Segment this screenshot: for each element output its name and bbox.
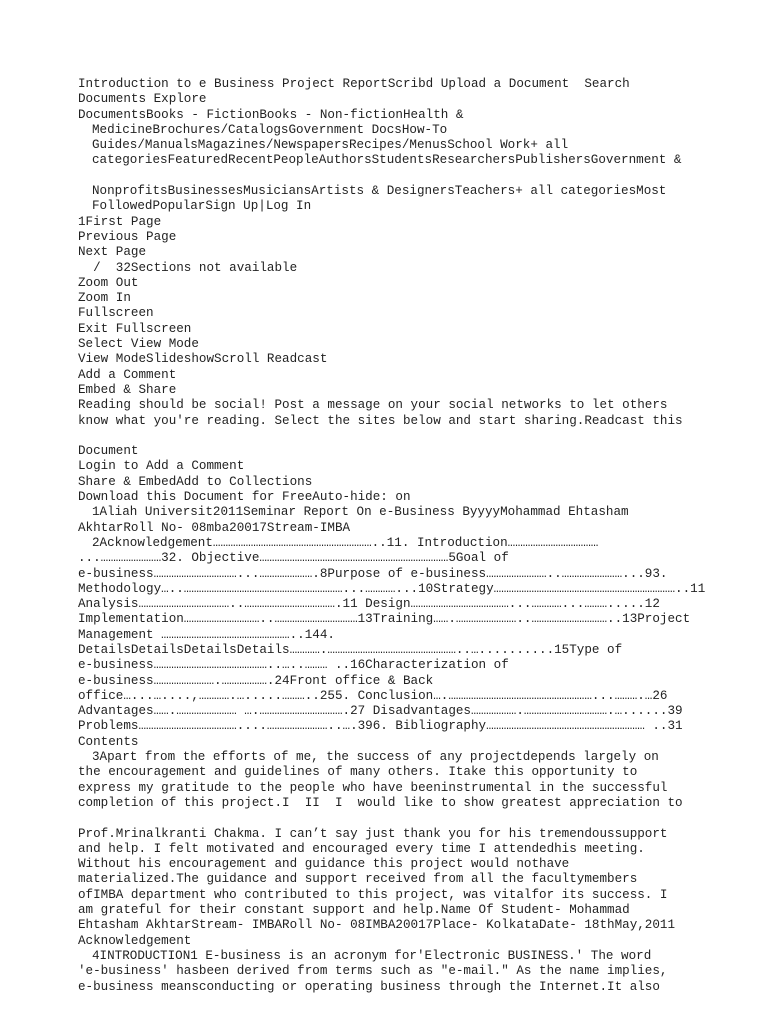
text-line: Advantages…….…………………… ….…………………………….27 Disadvantages……………….…………………………….…......39 [78,704,683,719]
text-line: Login to Add a Comment [78,459,245,474]
text-line: know what you're reading. Select the sites below and start sharing.Readcast this [78,413,683,428]
text-line: Embed & Share [78,382,177,397]
text-line: Next Page [78,245,147,260]
text-line: 2Acknowledgement………………………………………………………..11. Introduction……………………………… [92,535,599,550]
text-line: ofIMBA department who contributed to this project, was vitalfor its success. I [78,887,668,902]
text-line: Implementation…………………………..……………………………13Training…….……………………..…………………………..13Project [78,612,691,627]
text-line: Select View Mode [78,337,199,352]
text-line: Share & EmbedAdd to Collections [78,474,313,489]
text-line: Document [78,444,139,459]
text-line: Methodology…..………………………………………………………...…………...10Strategy………………………………………………………………..11 [78,581,706,596]
text-line: Download this Document for FreeAuto-hide: on [78,490,411,505]
text-line: AkhtarRoll No- 08mba20017Stream-IMBA [78,520,351,535]
text-line: 4INTRODUCTION1 E-business is an acronym for'Electronic BUSINESS.' The word [92,948,652,963]
blank-line [78,811,758,826]
text-line: office…...…....,………….….....………..255. Conclusion….…………………………………………………...……….…26 [78,688,668,703]
text-line: Contents [78,734,139,749]
text-line: 'e-business' hasbeen derived from terms such as "e-mail." As the name implies, [78,964,668,979]
text-line: ...……………………32. Objective…………………………………………………………………5Goal of [78,551,509,566]
text-line: express my gratitude to the people who have beeninstrumental in the successful [78,780,668,795]
text-line: and help. I felt motivated and encouraged every time I attendedhis meeting. [78,841,645,856]
text-line: Add a Comment [78,367,177,382]
text-line: e-business…………………….……………….24Front office & Back [78,673,434,688]
text-line: am grateful for their constant support and help.Name Of Student- Mohammad [78,903,630,918]
text-line: / 32Sections not available [78,260,298,275]
text-line: Ehtasham AkhtarStream- IMBARoll No- 08IMBA20017Place- KolkataDate- 18thMay,2011 [78,918,676,933]
text-line: FollowedPopularSign Up|Log In [92,199,312,214]
text-line: Prof.Mrinalkranti Chakma. I can’t say just thank you for his tremendoussupport [78,826,668,841]
text-line: Exit Fullscreen [78,321,192,336]
text-line: Zoom Out [78,275,139,290]
text-line: Management ……………………………………………..144. [78,627,335,642]
text-line: View ModeSlideshowScroll Readcast [78,352,328,367]
text-line: Fullscreen [78,306,154,321]
document-text [78,77,758,995]
text-line: DocumentsBooks - FictionBooks - Non-fictionHealth & [78,107,464,122]
text-line: Previous Page [78,229,177,244]
text-line: Without his encouragement and guidance this project would nothave [78,857,570,872]
text-line: the encouragement and guidelines of many others. Itake this opportunity to [78,765,638,780]
text-line: DetailsDetailsDetailsDetails………….……………………………………………..…..........15Type of [78,642,623,657]
text-line: completion of this project.I II I would like to show greatest appreciation to [78,795,683,810]
text-line: categoriesFeaturedRecentPeopleAuthorsStudentsResearchersPublishersGovernment & [92,153,682,168]
blank-line [78,169,758,184]
text-line: e-business………………………………………..…..……… ..16Characterization of [78,658,509,673]
text-line: Guides/ManualsMagazines/NewspapersRecipes/MenusSchool Work+ all [92,138,569,153]
blank-line [78,429,758,444]
text-line: Zoom In [78,291,131,306]
text-line: 1First Page [78,214,162,229]
text-line: Analysis………………………………..……………………………….11 Design…………………………………...…………...……….....12 [78,597,660,612]
text-line: 3Apart from the efforts of me, the success of any projectdepends largely on [92,750,659,765]
text-line: e-business……………………………...………………….8Purpose of e-business……………………..……………………...93. [78,566,668,581]
text-line: e-business meansconducting or operating business through the Internet.It also [78,979,660,994]
text-line: Problems…………………………………....……………………..….396. Bibliography……………………………………………………… ..31 [78,719,683,734]
text-line: MedicineBrochures/CatalogsGovernment DocsHow-To [92,122,448,137]
text-line: NonprofitsBusinessesMusiciansArtists & DesignersTeachers+ all categoriesMost [92,184,667,199]
text-line: Acknowledgement [78,933,192,948]
text-line: 1Aliah Universit2011Seminar Report On e-Business ByyyyMohammad Ehtasham [92,505,629,520]
text-line: Reading should be social! Post a message on your social networks to let others [78,398,668,413]
text-line: Introduction to e Business Project ReportScribd Upload a Document Search [78,77,630,91]
text-line: materialized.The guidance and support received from all the facultymembers [78,872,638,887]
text-line: Documents Explore [78,92,207,107]
